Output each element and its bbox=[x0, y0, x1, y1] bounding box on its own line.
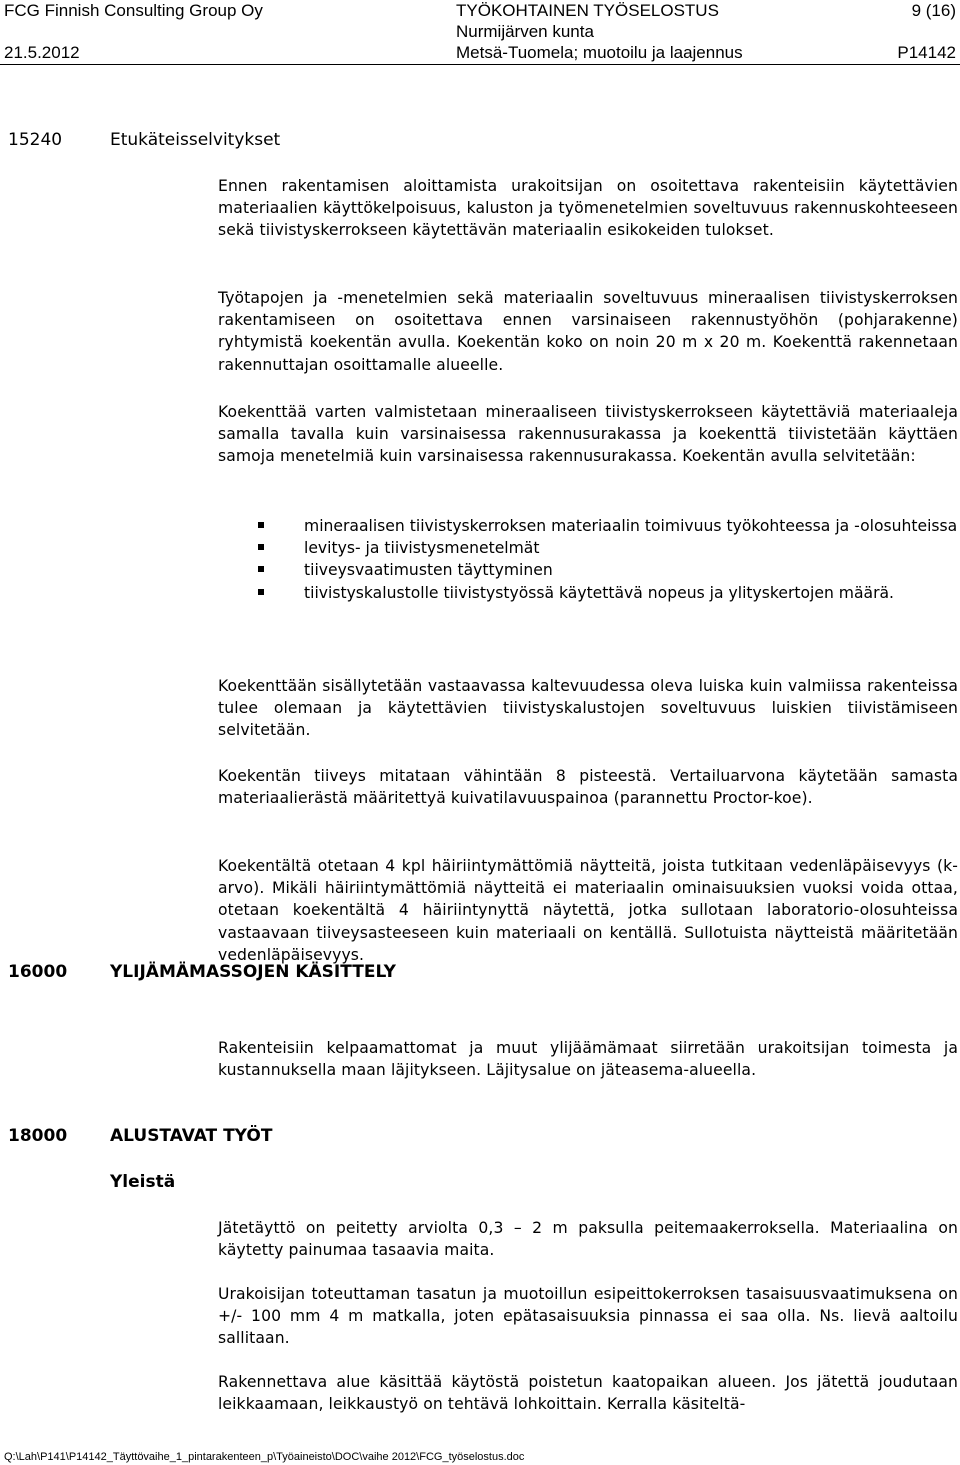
paragraph-density: Koekentän tiiveys mitataan vähintään 8 pisteestä. Vertailuarvona käytetään samasta materiaalierästä määritettyä kuivatilavuuspainoa (parannettu Proctor-koe). bbox=[218, 767, 958, 808]
paragraph-permeability: Koekentältä otetaan 4 kpl häiriintymättömiä näytteitä, joista tutkitaan vedenläpäisevyys (k-arvo). Mikäli häiriintymättömiä näytteitä ei materiaalin ominaisuuksien vuoksi voida ottaa, otetaan koekentältä 4 häiriintynyttä näytettä, jotka sullotaan laboratorio-olosuhteissa vastaavaan tiiveysasteeseen kuin materiaali on kentällä. Sullotuista näytteistä määritetään vedenläpäisevyys. bbox=[218, 857, 958, 964]
document-type: TYÖKOHTAINEN TYÖSELOSTUS bbox=[456, 1, 719, 20]
header-divider bbox=[0, 64, 960, 65]
test-field-checklist bbox=[218, 515, 958, 604]
list-item: levitys- ja tiivistysmenetelmät bbox=[218, 537, 958, 559]
square-bullet-icon bbox=[258, 566, 264, 572]
square-bullet-icon bbox=[258, 522, 264, 528]
paragraph-slope: Koekenttään sisällytetään vastaavassa kaltevuudessa oleva luiska kuin valmiissa rakenteissa tulee olemaan ja käytettävien tiivistyskalustojen soveltuvuus luiskien tiivistämiseen selvitetään. bbox=[218, 677, 958, 740]
file-path-footer: Q:\Lah\P141\P14142_Täyttövaihe_1_pintarakenteen_p\Työaineisto\DOC\vaihe 2012\FCG_työselostus.doc bbox=[4, 1451, 525, 1463]
subsection-yleista-heading: Yleistä bbox=[110, 1172, 176, 1192]
document-date: 21.5.2012 bbox=[4, 43, 80, 62]
list-item: tiivistyskalustolle tiivistystyössä käytettävä nopeus ja ylityskertojen määrä. bbox=[218, 582, 958, 604]
square-bullet-icon bbox=[258, 544, 264, 550]
paragraph-test-field: Työtapojen ja -menetelmien sekä materiaalin soveltuvuus mineraalisen tiivistyskerroksen rakentamiseen on osoitettava ennen varsinaiseen rakennustyöhön (pohjarakenne) ryhtymistä koekentän avulla. Koekentän koko on noin 20 m x 20 m. Koekenttä rakennetaan rakennuttajan osoittamalle alueelle. bbox=[218, 289, 958, 374]
section-title: Etukäteisselvitykset bbox=[110, 130, 281, 150]
paragraph-prior-approvals: Ennen rakentamisen aloittamista urakoitsijan on osoitettava rakenteisiin käytettävien materiaalien käyttökelpoisuus, kaluston ja työmenetelmien soveltuvuus rakennuskohteeseen sekä tiivistyskerrokseen käytettävän materiaalin esikokeiden tulokset. bbox=[218, 177, 958, 240]
square-bullet-icon bbox=[258, 589, 264, 595]
paragraph-waste-fill: Jätetäyttö on peitetty arviolta 0,3 – 2 m paksulla peitemaakerroksella. Materiaalina on käytetty painumaa tasaavia maita. bbox=[218, 1219, 958, 1260]
paragraph-landfill-area: Rakennettava alue käsittää käytöstä poistetun kaatopaikan alueen. Jos jätettä joudutaan leikkaamaan, leikkaustyö on tehtävä lohkoittain. Kerralla käsiteltä- bbox=[218, 1373, 958, 1414]
project-number: P14142 bbox=[897, 43, 956, 62]
company-name: FCG Finnish Consulting Group Oy bbox=[4, 1, 263, 20]
paragraph-flatness: Urakoisijan toteuttaman tasatun ja muotoillun esipeittokerroksen tasaisuusvaatimuksena on +/- 100 mm 4 m matkalla, joten epätasaisuuksia pinnassa ei saa olla. Ns. lievä aaltoilu sallitaan. bbox=[218, 1285, 958, 1348]
project-name: Metsä-Tuomela; muotoilu ja laajennus bbox=[456, 43, 743, 62]
page-number: 9 (16) bbox=[911, 1, 956, 20]
list-item: mineraalisen tiivistyskerroksen materiaalin toimivuus työkohteessa ja -olosuhteissa bbox=[218, 515, 958, 537]
section-title: ALUSTAVAT TYÖT bbox=[110, 1126, 273, 1146]
list-item: tiiveysvaatimusten täyttyminen bbox=[218, 559, 958, 581]
section-code: 18000 bbox=[8, 1126, 68, 1146]
municipality: Nurmijärven kunta bbox=[456, 22, 594, 41]
section-code: 16000 bbox=[8, 962, 68, 982]
paragraph-test-field-materials: Koekenttää varten valmistetaan mineraaliseen tiivistyskerrokseen käytettäviä materiaaleja samalla tavalla kuin varsinaisessa rakennusurakassa ja koekenttä tiivistetään käyttäen samoja menetelmiä kuin varsinaisessa rakennusurakassa. Koekentän avulla selvitetään: bbox=[218, 403, 958, 466]
section-title: YLIJÄMÄMASSOJEN KÄSITTELY bbox=[110, 962, 396, 982]
section-code: 15240 bbox=[8, 130, 63, 150]
paragraph-surplus-soil: Rakenteisiin kelpaamattomat ja muut ylijäämämaat siirretään urakoitsijan toimesta ja kustannuksella maan läjitykseen. Läjitysalue on jäteasema-alueella. bbox=[218, 1039, 958, 1080]
